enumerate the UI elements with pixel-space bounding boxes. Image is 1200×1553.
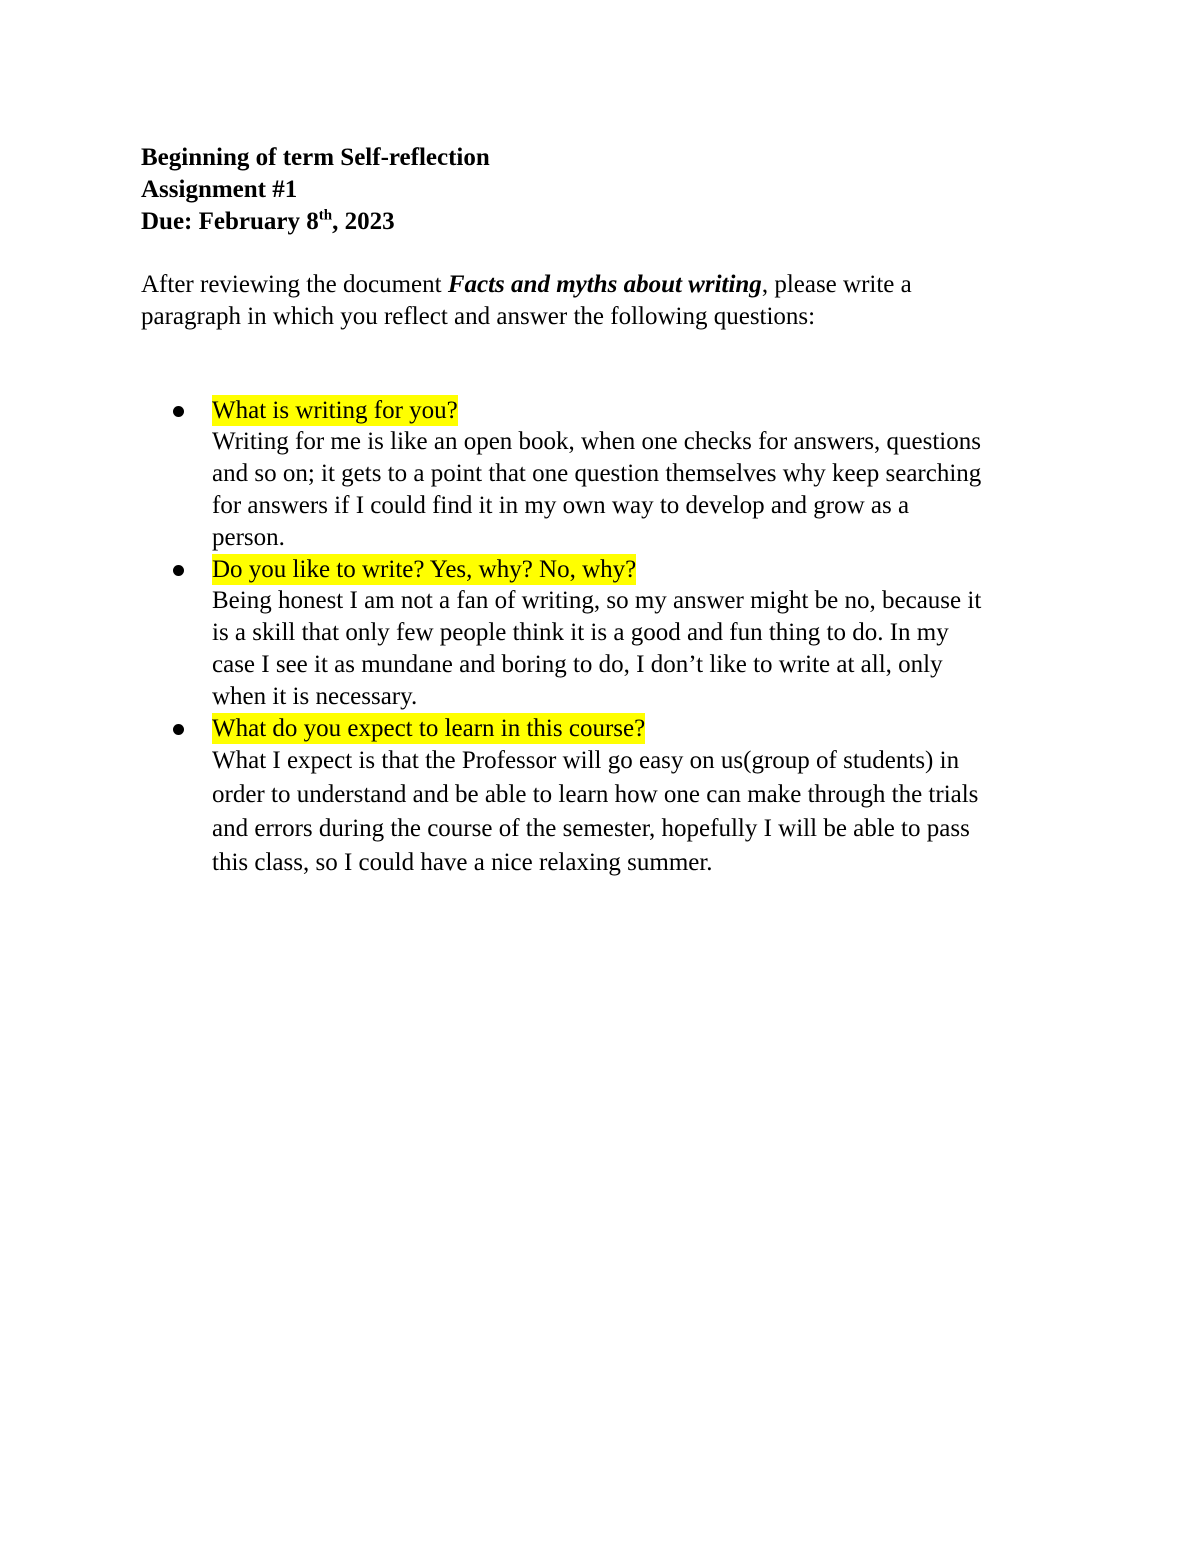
instructions-line-2: paragraph in which you reflect and answer the following questions: [141, 303, 816, 330]
question-list [141, 395, 1081, 880]
answer-line: person. [212, 524, 285, 551]
answer-line: order to understand and be able to learn how one can make through the trials [212, 781, 979, 808]
assignment-title: Beginning of term Self-reflection [141, 144, 490, 171]
answer-text [212, 744, 1081, 880]
question-highlighted: What do you expect to learn in this course? [212, 715, 646, 742]
answer-line: this class, so I could have a nice relaxing summer. [212, 849, 713, 876]
answer-line: Being honest I am not a fan of writing, so my answer might be no, because it [212, 587, 982, 614]
due-date [141, 206, 490, 238]
answer-line: Writing for me is like an open book, when one checks for answers, questions [212, 428, 981, 455]
answer-line: for answers if I could find it in my own way to develop and grow as a [212, 492, 910, 519]
answer-text [212, 426, 1081, 554]
question-highlighted: Do you like to write? Yes, why? No, why? [212, 556, 637, 583]
instructions-text-continued: , please write a [761, 271, 912, 298]
instructions-line-1 [141, 269, 1041, 301]
question-highlighted: What is writing for you? [212, 397, 458, 424]
instructions-paragraph [141, 269, 1041, 333]
instructions-text-start: After reviewing the document [141, 271, 448, 298]
list-item [141, 395, 1081, 554]
bullet-icon [173, 713, 187, 745]
assignment-number: Assignment #1 [141, 176, 298, 203]
answer-line: and so on; it gets to a point that one question themselves why keep searching [212, 460, 982, 487]
answer-line: and errors during the course of the semester, hopefully I will be able to pass [212, 815, 970, 842]
answer-line: case I see it as mundane and boring to do, I don’t like to write at all, only [212, 651, 943, 678]
answer-line: What I expect is that the Professor will go easy on us(group of students) in [212, 747, 960, 774]
answer-line: when it is necessary. [212, 683, 418, 710]
answer-line: is a skill that only few people think it is a good and fun thing to do. In my [212, 619, 949, 646]
bullet-icon [173, 554, 187, 586]
due-date-prefix: Due: February 8 [141, 208, 319, 235]
due-date-ordinal: th [318, 207, 333, 224]
document-title-reference: Facts and myths about writing [447, 271, 762, 298]
answer-text [212, 585, 1081, 713]
bullet-icon [173, 395, 187, 427]
assignment-header [141, 142, 490, 238]
due-date-year: , 2023 [332, 208, 395, 235]
list-item [141, 554, 1081, 713]
list-item [141, 713, 1081, 880]
